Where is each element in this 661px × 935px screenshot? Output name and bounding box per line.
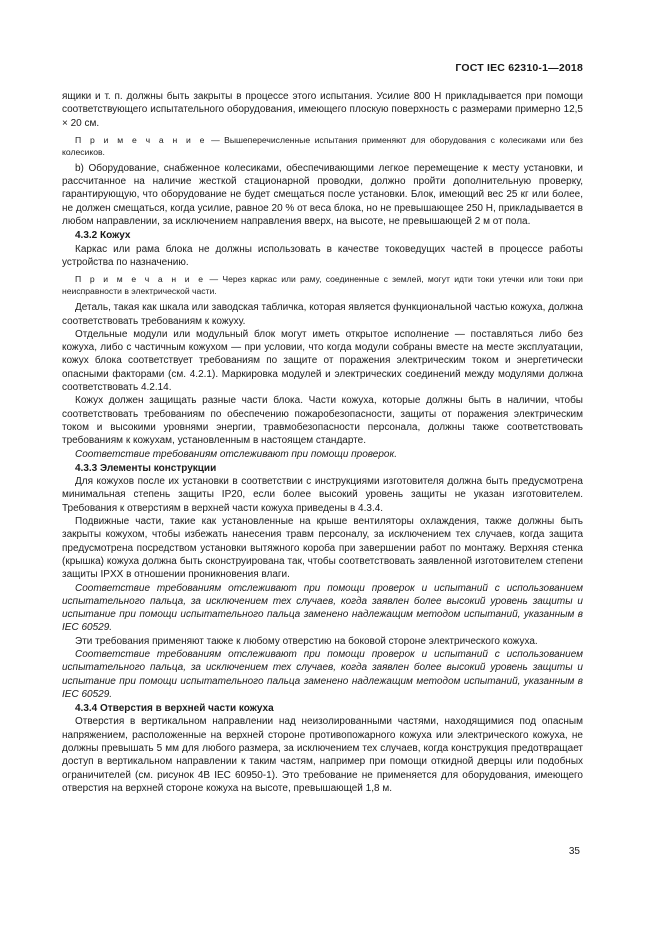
paragraph: b) Оборудование, снабженное колесиками, обеспечивающими легкое перемещение к месту установки, и рассчитанное на наличие жесткой стационарной проводки, должно пройти дополнительную проверку, гарантирующую, что оборудование не будет смещаться после установки. Блок, имеющий вес 25 кг или более, не должен смещаться, когда усилие, равное 20 % от веса блока, но не превышающее 250 Н, прикладывается в любом направлении, за исключением направления вверх, на высоте, не превышающей 2 м от пола. [62,162,583,228]
document-header: ГОСТ IEC 62310-1—2018 [455,62,583,74]
paragraph: Деталь, такая как шкала или заводская табличка, которая является функциональной частью кожуха, должна соответствовать требованиям к кожуху. [62,302,583,327]
compliance-text: Соответствие требованиям отслеживают при помощи проверок и испытаний с использованием испытательного пальца, за исключением тех случаев, когда заявлен более высокий уровень защиты и испытание при помощи испытательного пальца заменено надлежащим методом испытаний, указанным в IEC 60529. [62,648,583,700]
note-label: П р и м е ч а н и е [75,274,206,285]
paragraph: Кожух должен защищать разные части блока. Части кожуха, которые должны быть в наличии, чтобы соответствовать требованиям по обеспечению пожаробезопасности, защиты от поражения электрическим током и высокими уровнями энергии, травмобезопасности персонала, должны также соответствовать требованиям к кожухам, установленным в настоящем стандарте. [62,395,583,447]
paragraph: Эти требования применяют также к любому отверстию на боковой стороне электрического кожуха. [75,635,538,647]
section-heading: 4.3.2 Кожух [75,230,131,242]
note-text: — Вышеперечисленные испытания применяют для оборудования с колесиками или без колесиков. [62,134,583,157]
document-body [62,90,583,795]
note [62,134,583,158]
paragraph: Подвижные части, такие как установленные на крыше вентиляторы охлаждения, также должны быть закрыты кожухом, чтобы избежать нанесения травм персоналу, за исключением тех случаев, когда защита предусмотрена посредством установки вытяжного короба при завершении работ по монтажу. Верхняя стенка (крышка) кожуха должна быть сконструирована так, чтобы соответствовать заявленной изготовителем степени защиты IPXX в отношении проникновения влаги. [62,516,583,581]
paragraph: ящики и т. п. должны быть закрыты в процессе этого испытания. Усилие 800 Н прикладывается при помощи соответствующего испытательного оборудования, имеющего плоскую поверхность с размерами примерно 12,5 × 20 см. [62,91,583,129]
paragraph: Каркас или рама блока не должны использовать в качестве токоведущих частей в процессе работы устройства по назначению. [62,243,583,268]
paragraph: Отверстия в вертикальном направлении над неизолированными частями, находящимися под опасным напряжением, расположенные на верхней стороне противопожарного кожуха или электрического кожуха, не должны превышать 5 мм для любого размера, за исключением тех случаев, когда конструкция предотвращает доступ в вертикальном направлении к таким частям, например при помощи откидной дверцы или подобных ограничителей (см. рисунок 4В IEC 60950-1). Это требование не применяется для оборудования, имеющего отверстия на верхней стороне кожуха на высоте, превышающей 1,8 м. [62,716,583,794]
note-label: П р и м е ч а н и е [75,134,207,145]
paragraph: Для кожухов после их установки в соответствии с инструкциями изготовителя должна быть предусмотрена минимальная степень защиты IP20, если более высокий уровень защиты не указан изготовителем. Требования к отверстиям в верхней части кожуха приведены в 4.3.4. [62,476,583,514]
note [62,273,583,297]
paragraph: Отдельные модули или модульный блок могут иметь открытое исполнение — поставляться либо без кожуха, либо с частичным кожухом — при условии, что когда модули собраны вместе на месте эксплуатации, кожух блока соответствует требованиям по защите от поражения электрическим током и энергетически опасными факторами (см. 4.2.1). Маркировка модулей и электрических соединений между модулями должна соответствовать 4.2.14. [62,328,583,394]
section-heading: 4.3.3 Элементы конструкции [75,462,217,474]
note-text: — Через каркас или раму, соединенные с землей, могут идти токи утечки или токи при неисправности в электрической части. [62,274,583,297]
page-number: 35 [568,846,580,857]
compliance-text: Соответствие требованиям отслеживают при помощи проверок и испытаний с использованием испытательного пальца, за исключением тех случаев, когда заявлен более высокий уровень защиты и испытание при помощи испытательного пальца заменено надлежащим методом испытаний, указанным в IEC 60529. [62,582,583,634]
section-heading: 4.3.4 Отверстия в верхней части кожуха [75,703,274,715]
compliance-text: Соответствие требованиям отслеживают при помощи проверок. [75,448,397,460]
